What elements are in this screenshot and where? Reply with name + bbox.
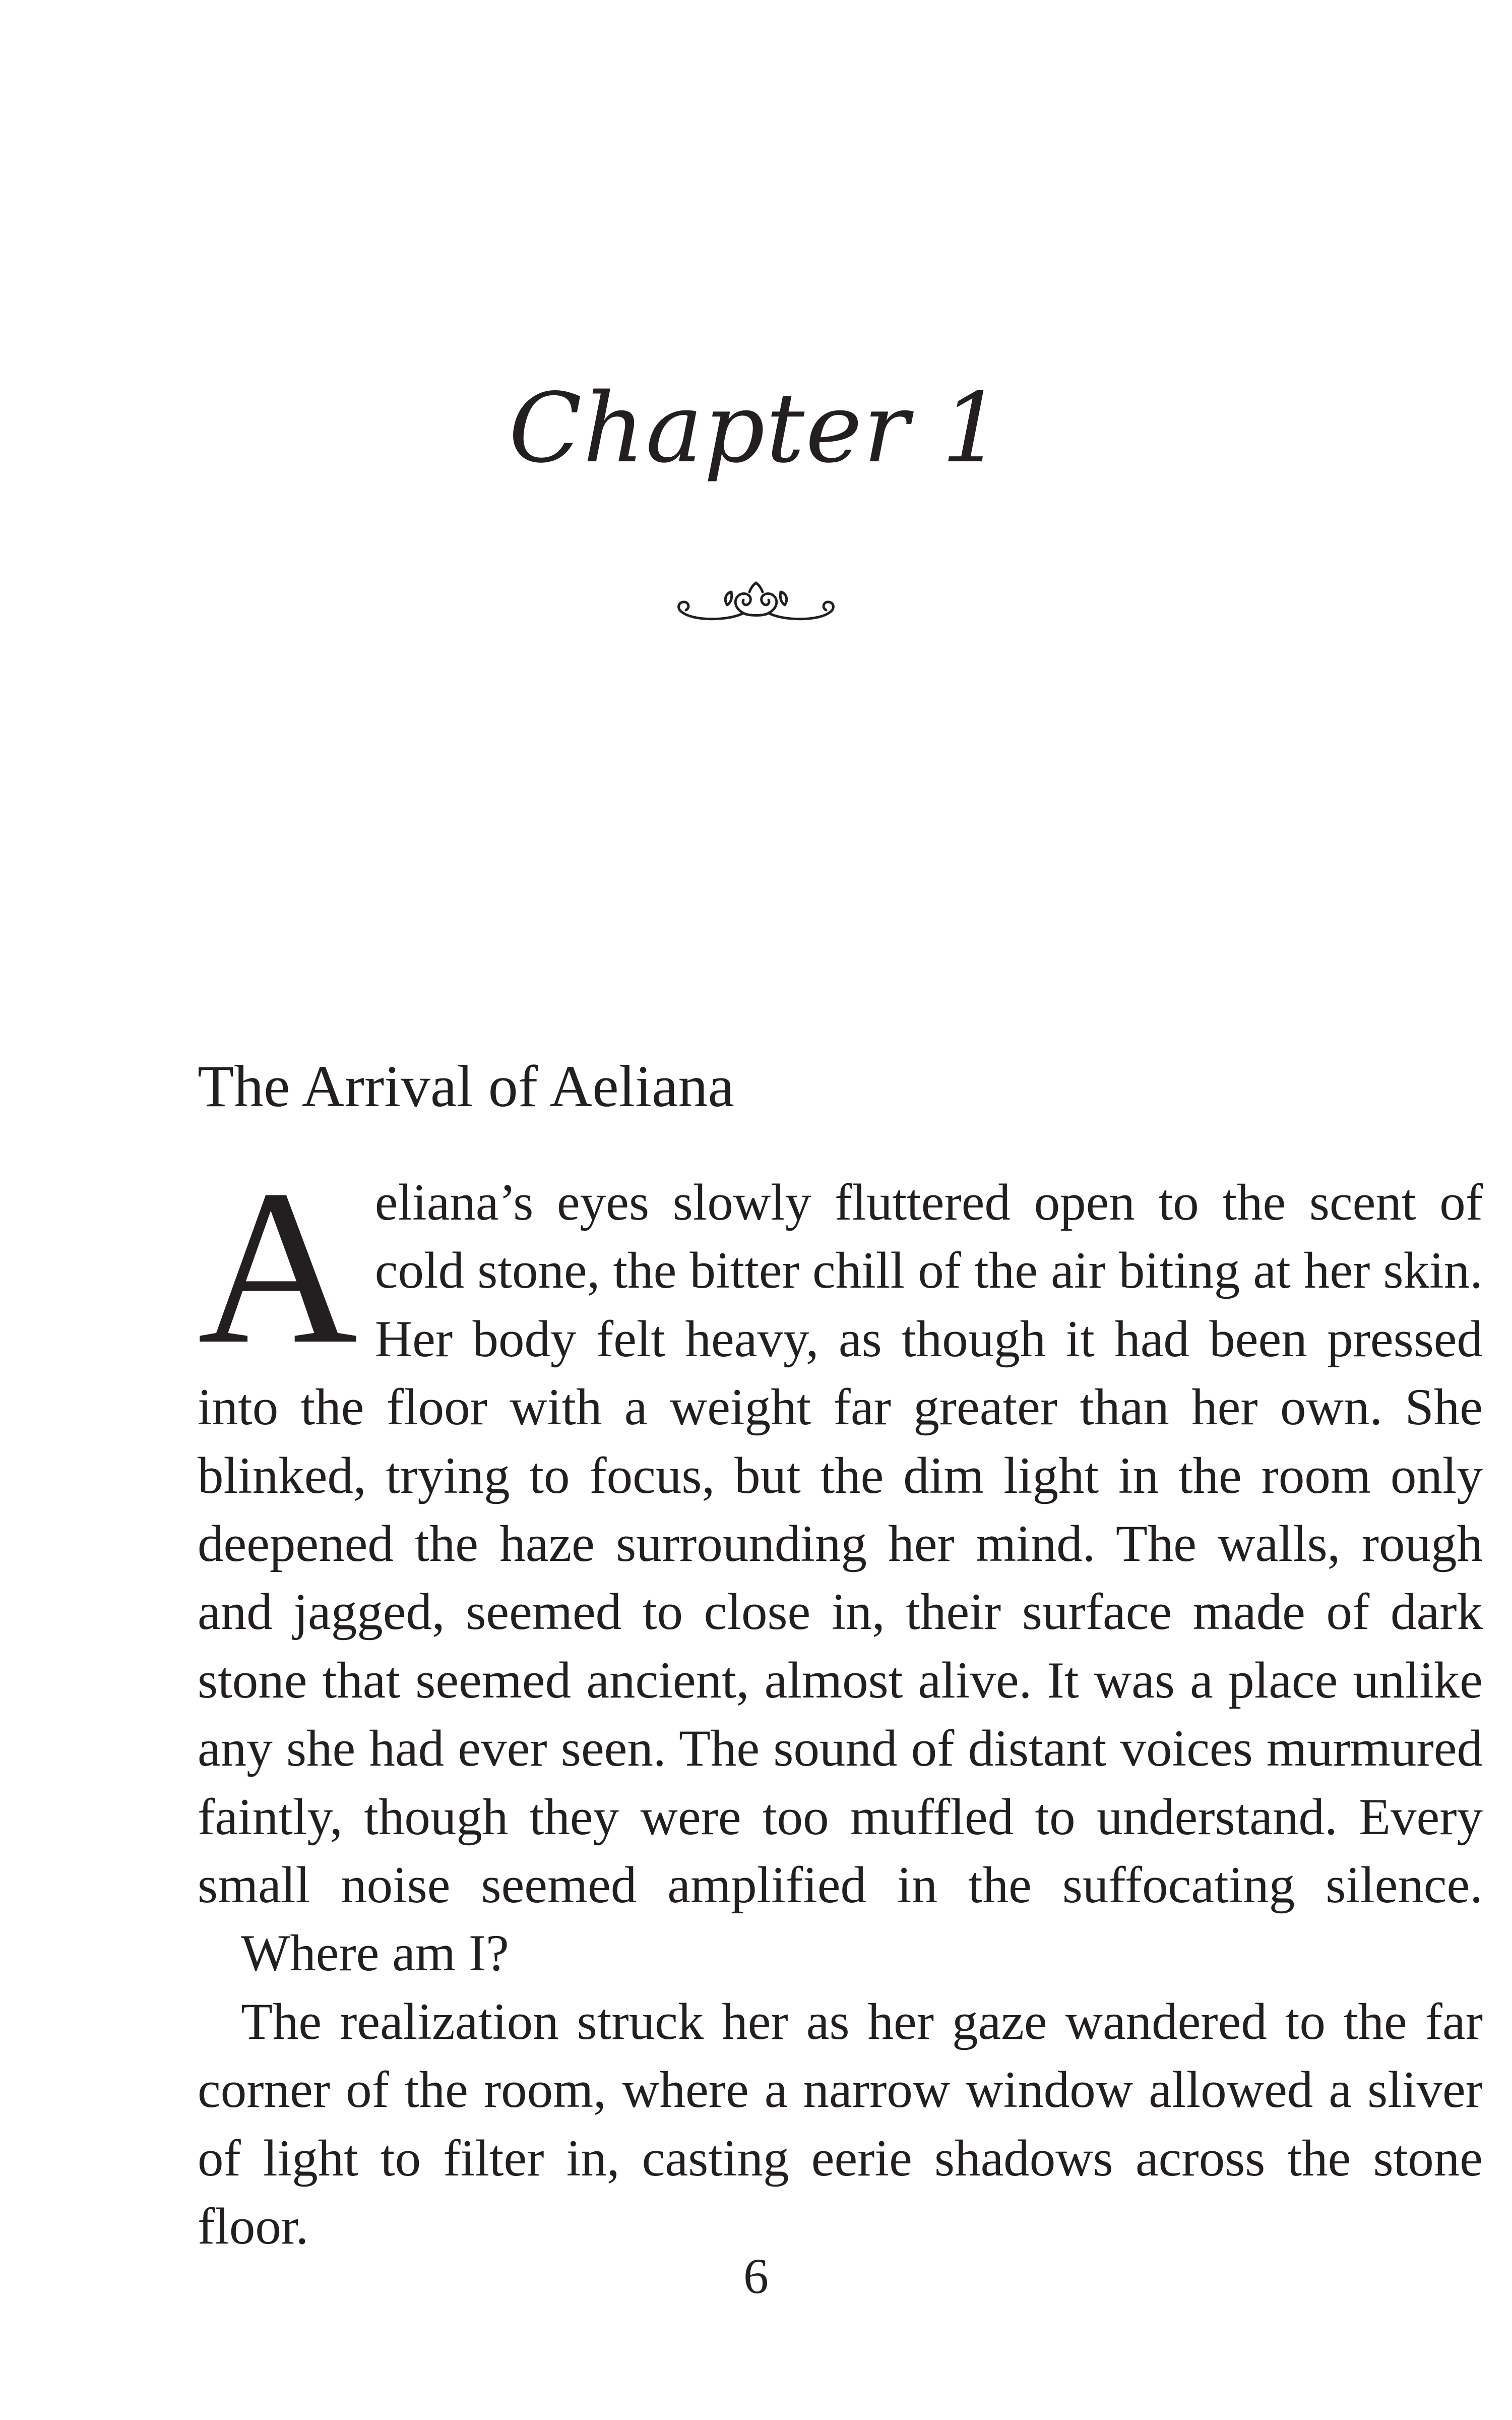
page-number: 6: [743, 2248, 769, 2304]
paragraph-realization: The realization struck her as her gaze wandered to the far corner of the room, where a narrow window allowed a sliver of light to filter in, casting eerie shadows across the stone floor.: [198, 1992, 1483, 2256]
section-title: The Arrival of Aeliana: [198, 1053, 734, 1119]
chapter-title: Chapter 1: [509, 373, 1003, 484]
flourish-divider-icon: [673, 580, 839, 635]
paragraph-question: Where am I?: [241, 1924, 509, 1982]
paragraph-opening: [198, 1144, 1483, 1919]
paragraph-opening-text: eliana’s eyes slowly fluttered open to the scent of cold stone, the bitter chill of the air biting at her skin. Her body felt heavy, as though it had been pressed into the floor with a weight far greater than her own. She blinked, trying to focus, but the dim light in the room only deepened the haze surrounding her mind. The walls, rough and jagged, seemed to close in, their surface made of dark stone that seemed ancient, almost alive. It was a place unlike any she had ever seen. The sound of distant voices murmured faintly, though they were too muffled to understand. Every small noise seemed amplified in the suffocating silence.: [198, 1174, 1483, 1914]
chapter-body: [198, 1144, 1483, 2261]
drop-cap: A: [198, 1144, 358, 1390]
